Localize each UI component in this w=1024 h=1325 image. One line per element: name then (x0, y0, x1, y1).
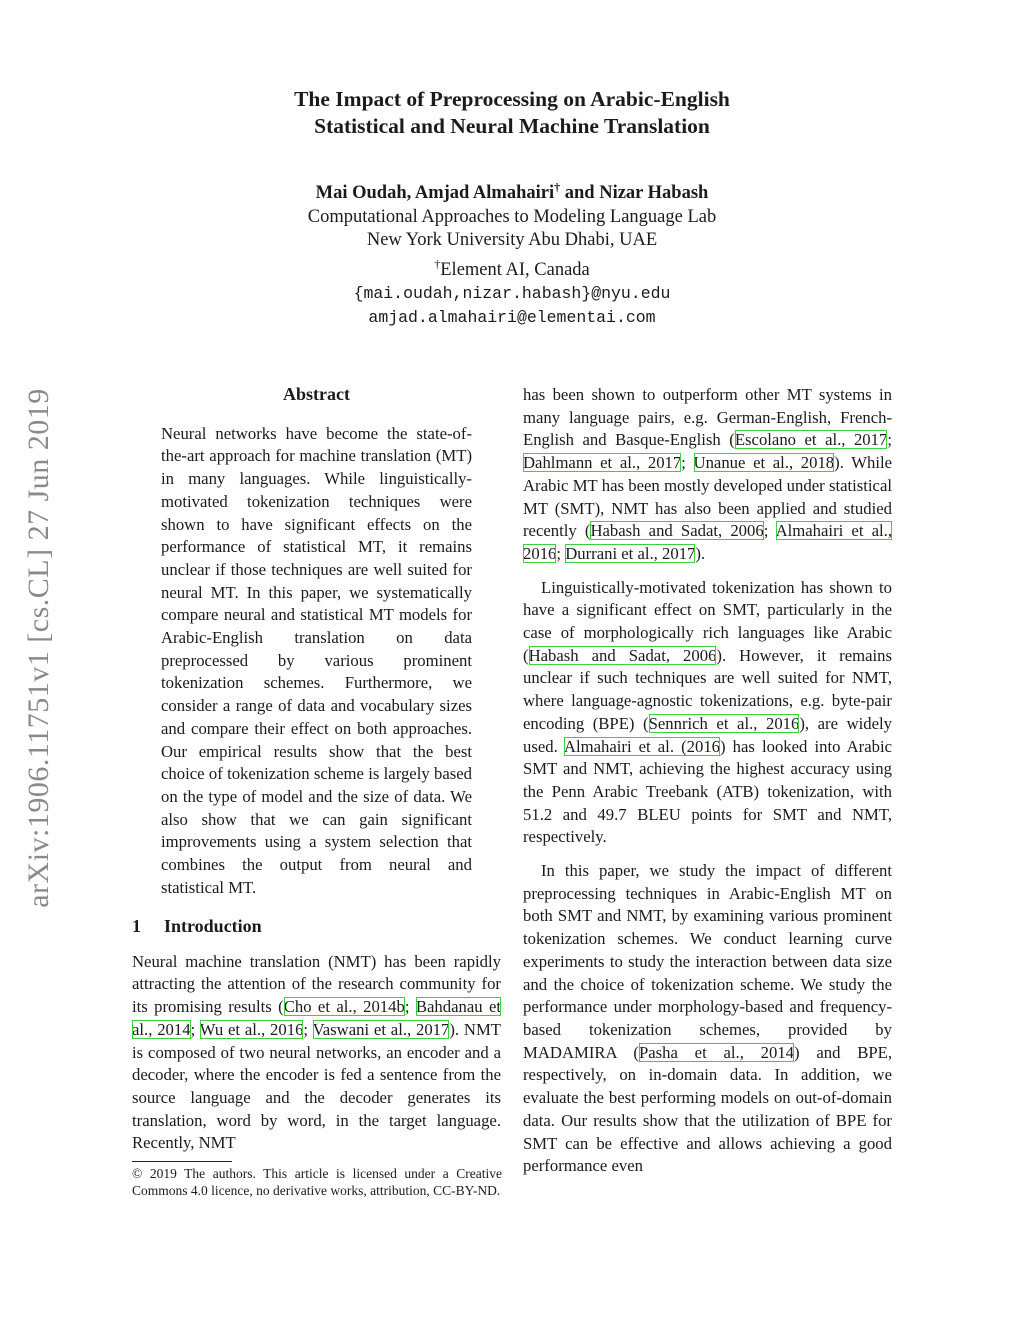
citation-link[interactable]: Dahlmann et al., 2017 (523, 453, 682, 473)
citation-link[interactable]: Unanue et al., 2018 (693, 453, 835, 473)
arxiv-identifier: arXiv:1906.11751v1 [cs.CL] 27 Jun 2019 (22, 388, 55, 908)
intro-paragraph: Neural machine translation (NMT) has been rapidly attracting the attention of the research community for its promising results (Cho et al., 2014b; Bahdanau et al., 2014; Wu et al., 2016; Vaswani et al., 2017). NMT is composed of two neural networks, an encoder and a decoder, where the encoder is fed a sentence from the source language and the decoder generates its translation, word by word, in the target language. Recently, NMT (132, 951, 502, 1153)
introduction-section (132, 915, 501, 1155)
citation-link[interactable]: Cho et al., 2014b (283, 997, 405, 1017)
abstract-heading: Abstract (283, 384, 350, 404)
citation-link[interactable]: Almahairi et al. (2016 (563, 736, 721, 756)
authors-part-2: and Nizar Habash (560, 183, 709, 204)
affiliation-university: New York University Abu Dhabi, UAE (366, 230, 658, 251)
intro-text: ). NMT is composed of two neural networks, an encoder and a decoder, where the encoder is fed a sentence from the source language and the decoder generates its translation, word by word, in the target language. Recently, NMT (132, 1019, 502, 1153)
citation-link[interactable]: Durrani et al., 2017 (565, 543, 696, 563)
intro-text: Neural machine translation (NMT) has been rapidly attracting the attention of the research community for its promising results ( (132, 951, 501, 1017)
abstract-text: Neural networks have become the state-of-the-art approach for machine translation (MT) in many languages. While linguistically-motivated tokenization techniques were shown to have significant effects on the performance of statistical MT, it remains unclear if those techniques are well suited for neural MT. In this paper, we systematically compare neural and statistical MT models for Arabic-English translation on data preprocessed by various prominent tokenization schemes. Furthermore, we consider a range of data and vocabulary sizes and compare their effect on both approaches. Our empirical results show that the best choice of tokenization scheme is largely based on the type of model and the size of data. We also show that we can gain significant improvements using a system selection that combines the output from neural and statistical MT. (161, 423, 472, 897)
email-nyu: {mai.oudah,nizar.habash}@nyu.edu (353, 284, 671, 304)
paper-title (170, 86, 854, 140)
citation-link[interactable]: Habash and Sadat, 2006 (590, 521, 764, 541)
citation-link[interactable]: Vaswani et al., 2017 (312, 1019, 450, 1039)
affiliation-element-ai-text: Element AI, Canada (440, 259, 590, 280)
body-text: In this paper, we study the impact of different preprocessing techniques in Arabic-English MT on both SMT and NMT, by examining various prominent tokenization schemes. We conduct learning curve experiments to study the interaction between data size and the choice of tokenization scheme. We study the performance under morphology-based and frequency-based tokenization schemes, provided by MADAMIRA ( (523, 861, 892, 1062)
authors-part-1: Mai Oudah, Amjad Almahairi (315, 183, 555, 204)
citation-link[interactable]: Pasha et al., 2014 (638, 1042, 795, 1062)
body-text: has been shown to outperform other MT systems in many language pairs, e.g. German-English, French-English and Basque-English ( (523, 385, 892, 450)
affiliation-element-ai (170, 253, 854, 283)
body-text: Linguistically-motivated tokenization has shown to have a significant effect on SMT, particularly in the case of morphologically rich languages like Arabic ( (523, 577, 892, 665)
body-text: ). While Arabic MT has been mostly developed under statistical MT (SMT), NMT has also been applied and studied recently ( (523, 453, 892, 541)
body-text: ). However, it remains unclear if such techniques are well suited for NMT, where language-agnostic tokenizations, e.g. byte-pair encoding (BPE) ( (523, 645, 892, 733)
section-heading (132, 915, 501, 938)
body-text: ). (695, 543, 706, 563)
dagger-mark: † (554, 180, 561, 194)
dagger-mark-affil: † (434, 256, 441, 271)
citation-link[interactable]: Habash and Sadat, 2006 (528, 645, 717, 665)
citation-link[interactable]: Escolano et al., 2017 (734, 430, 888, 450)
title-line-2: Statistical and Neural Machine Translation (314, 114, 710, 138)
right-paragraph-1: has been shown to outperform other MT systems in many language pairs, e.g. German-English, French-English and Basque-English (Escolano et al., 2017; Dahlmann et al., 2017; Unanue et al., 2018). While Arabic MT has been mostly developed under statistical MT (SMT), NMT has also been applied and studied recently (Habash and Sadat, 2006; Almahairi et al., 2016; Durrani et al., 2017). (523, 385, 893, 563)
abstract-section (161, 383, 472, 899)
arxiv-sidebar (16, 358, 62, 938)
body-text: ), are widely used. (523, 713, 892, 756)
author-names (170, 176, 854, 206)
footnote-divider (132, 1161, 232, 1162)
right-paragraph-2 (523, 577, 892, 849)
email-elementai: amjad.almahairi@elementai.com (368, 307, 656, 327)
body-text: ) and BPE, respectively, on in-domain data. In addition, we evaluate the best performing models on out-of-domain data. Our results show that the utilization of BPE for SMT can be effective and allows achieving a good performance even (523, 1042, 892, 1176)
citation-link[interactable]: Wu et al., 2016 (199, 1019, 304, 1039)
copyright-footnote: © 2019 The authors. This article is licensed under a Creative Commons 4.0 licence, no derivative works, attribution, CC-BY-ND. (132, 1166, 502, 1198)
author-block (170, 176, 854, 329)
right-column (523, 384, 892, 1178)
title-line-1: The Impact of Preprocessing on Arabic-English (294, 87, 730, 111)
section-title: Introduction (164, 916, 262, 936)
affiliation-lab: Computational Approaches to Modeling Language Lab (307, 206, 717, 227)
citation-link[interactable]: Bahdanau et al., 2014 (132, 997, 501, 1039)
citation-link[interactable]: Almahairi et al., 2016 (523, 521, 893, 563)
section-number: 1 (132, 916, 141, 936)
right-paragraph-3 (523, 860, 892, 1178)
citation-link[interactable]: Sennrich et al., 2016 (648, 713, 800, 733)
body-text: ) has looked into Arabic SMT and NMT, achieving the highest accuracy using the Penn Arabic Treebank (ATB) tokenization, with 51.2 and 49.7 BLEU points for SMT and NMT, respectively. (523, 736, 892, 847)
